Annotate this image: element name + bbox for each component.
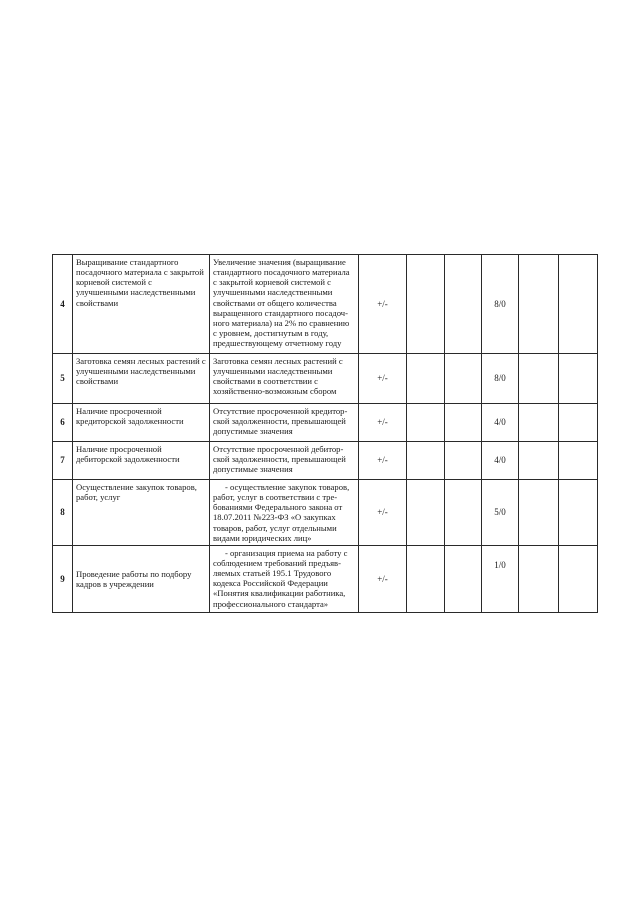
empty-cell <box>407 354 445 404</box>
empty-cell <box>445 545 482 612</box>
empty-cell <box>407 442 445 480</box>
empty-cell <box>559 255 598 354</box>
sign-cell: +/- <box>359 354 407 404</box>
empty-cell <box>407 480 445 546</box>
sign-cell: +/- <box>359 404 407 442</box>
empty-cell <box>445 255 482 354</box>
empty-cell <box>519 255 559 354</box>
indicator-criterion: - организация приема на работу с соблюдением требований предъяв-ляемых статьей 195.1 Трудового кодекса Российской Федерации «Понятия квалификации работника, профессионального стандарта» <box>213 547 348 609</box>
indicator-name: Наличие просроченной дебиторской задолженности <box>73 442 210 480</box>
indicator-criterion: Отсутствие просроченной дебитор-ской задолженности, превышающей допустимые значения <box>210 442 359 480</box>
empty-cell <box>519 404 559 442</box>
row-number: 5 <box>53 354 73 404</box>
sign-cell: +/- <box>359 442 407 480</box>
score-cell: 4/0 <box>482 442 519 480</box>
sign-cell: +/- <box>359 480 407 546</box>
indicator-name: Заготовка семян лесных растений с улучшенными наследственными свойствами <box>73 354 210 404</box>
table-row <box>53 255 598 354</box>
indicator-criterion: Отсутствие просроченной кредитор-ской задолженности, превышающей допустимые значения <box>210 404 359 442</box>
empty-cell <box>559 404 598 442</box>
empty-cell <box>559 442 598 480</box>
empty-cell <box>559 354 598 404</box>
indicator-criterion: Заготовка семян лесных растений с улучшенными наследственными свойствами в соответствии с хозяйственно-возможным сбором <box>210 354 359 404</box>
table-row <box>53 442 598 480</box>
empty-cell <box>519 354 559 404</box>
empty-cell <box>407 545 445 612</box>
empty-cell <box>407 404 445 442</box>
table-row <box>53 354 598 404</box>
score-cell: 8/0 <box>482 255 519 354</box>
performance-criteria-table <box>52 254 598 613</box>
score-cell: 8/0 <box>482 354 519 404</box>
indicator-name: Осуществление закупок товаров, работ, услуг <box>73 480 210 546</box>
score-cell: 1/0 <box>482 545 519 612</box>
row-number: 8 <box>53 480 73 546</box>
table-row <box>53 404 598 442</box>
sign-cell: +/- <box>359 545 407 612</box>
empty-cell <box>445 404 482 442</box>
table-row <box>53 480 598 546</box>
sign-cell: +/- <box>359 255 407 354</box>
empty-cell <box>445 354 482 404</box>
empty-cell <box>445 480 482 546</box>
empty-cell <box>407 255 445 354</box>
row-number: 7 <box>53 442 73 480</box>
empty-cell <box>559 545 598 612</box>
indicator-criterion: - осуществление закупок товаров, работ, услуг в соответствии с тре-бованиями Федерального закона от 18.07.2011 №223-ФЗ «О закупках товаров, работ, услуг отдельными видами юридических лиц» <box>213 482 350 543</box>
empty-cell <box>519 480 559 546</box>
empty-cell <box>519 545 559 612</box>
empty-cell <box>445 442 482 480</box>
empty-cell <box>559 480 598 546</box>
row-number: 4 <box>53 255 73 354</box>
indicator-name: Выращивание стандартного посадочного материала с закрытой корневой системой с улучшенными наследственными свойствами <box>73 255 210 354</box>
indicator-name: Наличие просроченной кредиторской задолженности <box>73 404 210 442</box>
score-cell: 5/0 <box>482 480 519 546</box>
row-number: 6 <box>53 404 73 442</box>
indicator-name: Проведение работы по подбору кадров в учреждении <box>73 545 210 612</box>
row-number: 9 <box>53 545 73 612</box>
indicator-criterion: Увеличение значения (выращивание стандартного посадочного материала с закрытой корневой системой с улучшенными наследственными свойствами от общего количества выращенного стандартного посадоч-ного материала) на 2% по сравнению с уровнем, достигнутым в году, предшествующему отчетному году <box>210 255 359 354</box>
empty-cell <box>519 442 559 480</box>
score-cell: 4/0 <box>482 404 519 442</box>
table-row <box>53 545 598 612</box>
